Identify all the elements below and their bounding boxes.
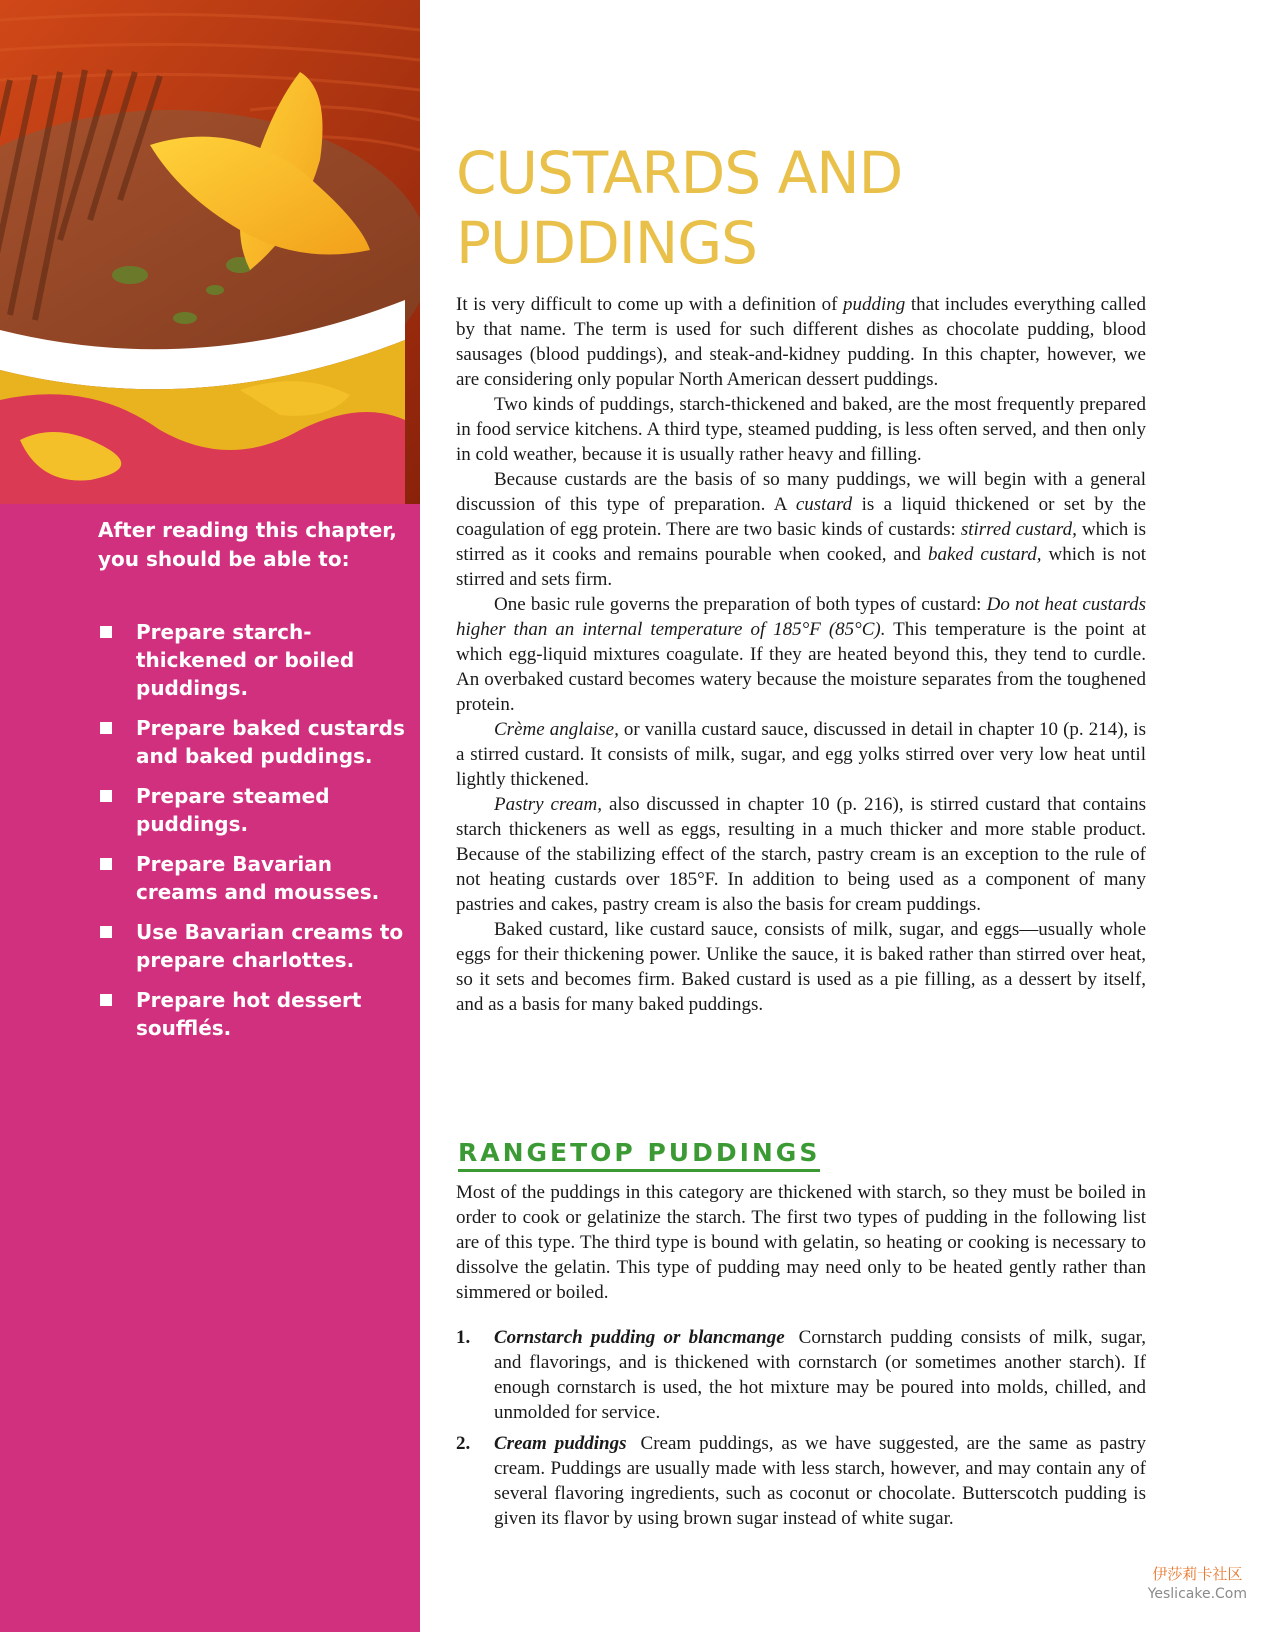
- watermark: [1148, 1563, 1247, 1602]
- paragraph: Pastry cream, also discussed in chapter 10 (p. 216), is stirred custard that contains starch thickeners as well as eggs, resulting in a much thicker and more stable product. Because of the stabilizing effect of the starch, pastry cream is an exception to the rule of not heating custards over 185°F. In addition to being used as a component of many pastries and cakes, pastry cream is also the basis for cream puddings.: [456, 794, 1146, 915]
- watermark-en: Yeslicake.Com: [1147, 1586, 1247, 1602]
- item-text: Cream puddings, as we have suggested, are the same as pastry cream. Puddings are usually made with less starch, however, and may contain any of several flavoring ingredients, such as coconut or chocolate. Butterscotch pudding is given its flavor by using brown sugar instead of white sugar.: [494, 1433, 1146, 1529]
- square-bullet-icon: [100, 790, 112, 802]
- objectives-intro: After reading this chapter, you should be able to:: [98, 518, 397, 571]
- item-number: 1.: [456, 1327, 471, 1348]
- section-intro: Most of the puddings in this category are thickened with starch, so they must be boiled in order to cook or gelatinize the starch. The first two types of pudding in the following list are of this type. The third type is bound with gelatin, so heating or cooking is necessary to dissolve the gelatin. This type of pudding may need only to be heated gently rather than simmered or boiled.: [456, 1182, 1146, 1303]
- objective-item: Prepare starch-thickened or boiled puddings.: [98, 618, 420, 702]
- item-text: Cornstarch pudding consists of milk, sugar, and flavorings, and is thickened with cornstarch (or sometimes another starch). If enough cornstarch is used, the hot mixture may be poured into molds, chilled, and unmolded for service.: [494, 1327, 1146, 1423]
- paragraph: One basic rule governs the preparation of both types of custard: Do not heat custards higher than an internal temperature of 185°F (85°C). This temperature is the point at which egg-liquid mixtures coagulate. If they are heated beyond this, they tend to curdle. An overbaked custard becomes watery because the moisture separates from the toughened protein.: [456, 594, 1147, 715]
- paragraph: It is very difficult to come up with a definition of pudding that includes everything called by that name. The term is used for such different dishes as chocolate pudding, blood sausages (blood puddings), and steak-and-kidney pudding. In this chapter, however, we are considering only popular North American dessert puddings.: [456, 294, 1146, 390]
- paragraph: Two kinds of puddings, starch-thickened and baked, are the most frequently prepared in food service kitchens. A third type, steamed pudding, is less often served, and then only in cold weather, because it is usually rather heavy and filling.: [456, 394, 1146, 465]
- section-heading: RANGETOP PUDDINGS: [458, 1138, 820, 1172]
- square-bullet-icon: [100, 926, 112, 938]
- item-term: Cornstarch pudding or blancmange: [494, 1327, 785, 1348]
- objective-item: Prepare hot dessert soufflés.: [98, 986, 420, 1042]
- watermark-cn: 伊莎莉卡社区: [1152, 1565, 1243, 1583]
- square-bullet-icon: [100, 858, 112, 870]
- square-bullet-icon: [100, 626, 112, 638]
- item-term: Cream puddings: [494, 1433, 627, 1454]
- intro-body: [456, 292, 1146, 1017]
- objective-item: Prepare steamed puddings.: [98, 782, 420, 838]
- objective-item: Prepare baked custards and baked puddings.: [98, 714, 420, 770]
- square-bullet-icon: [100, 722, 112, 734]
- list-item: [456, 1325, 1146, 1425]
- chapter-photo: [0, 0, 420, 504]
- paragraph: Crème anglaise, or vanilla custard sauce, discussed in detail in chapter 10 (p. 214), is a stirred custard. It consists of milk, sugar, and egg yolks stirred over very low heat until lightly thickened.: [456, 719, 1146, 790]
- paragraph: Because custards are the basis of so many puddings, we will begin with a general discussion of this type of preparation. A custard is a liquid thickened or set by the coagulation of egg protein. There are two basic kinds of custards: stirred custard, which is stirred as it cooks and remains pourable when cooked, and baked custard, which is not stirred and sets firm.: [456, 469, 1146, 590]
- paragraph: Baked custard, like custard sauce, consists of milk, sugar, and eggs—usually whole eggs for their thickening power. Unlike the sauce, it is baked rather than stirred over heat, so it sets and becomes firm. Baked custard is used as a pie filling, as a dessert by itself, and as a basis for many baked puddings.: [456, 919, 1146, 1015]
- objective-item: Prepare Bavarian creams and mousses.: [98, 850, 420, 906]
- item-number: 2.: [456, 1433, 471, 1454]
- pudding-types-list: [456, 1325, 1146, 1537]
- objective-item: Use Bavarian creams to prepare charlottes.: [98, 918, 420, 974]
- list-item: [456, 1431, 1146, 1531]
- square-bullet-icon: [100, 994, 112, 1006]
- chapter-title: CUSTARDS AND PUDDINGS: [456, 139, 903, 277]
- objectives-list: [98, 618, 420, 1054]
